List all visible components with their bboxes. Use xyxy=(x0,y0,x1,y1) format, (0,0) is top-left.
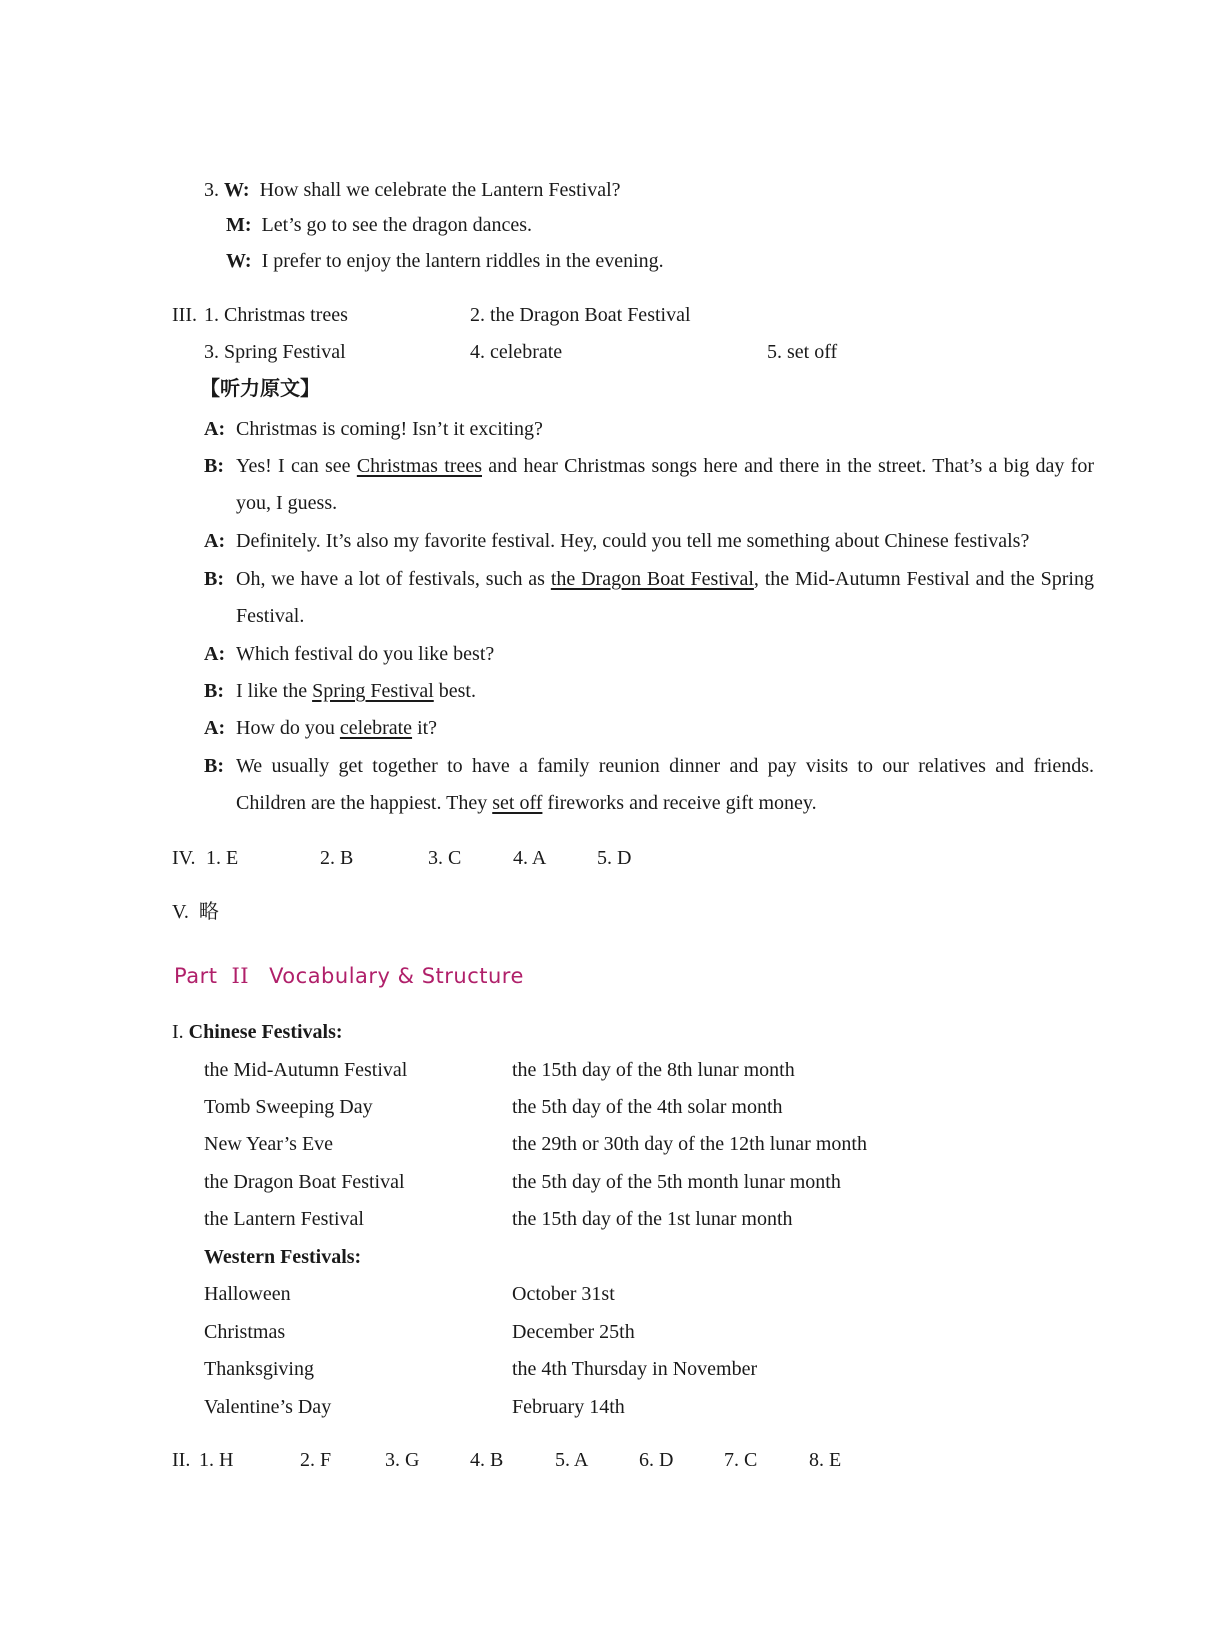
festival-date: the 5th day of the 5th month lunar month xyxy=(512,1171,841,1193)
section-3-answer: 2. the Dragon Boat Festival xyxy=(470,304,691,326)
section-3-answer: 3. Spring Festival xyxy=(204,341,346,363)
section-4-answer: 3. C xyxy=(428,847,462,869)
section-5-text: 略 xyxy=(198,899,219,923)
dialogue-text: I prefer to enjoy the lantern riddles in the evening. xyxy=(261,250,664,272)
chinese-festivals-title: Chinese Festivals: xyxy=(188,1021,343,1043)
speaker-label: B: xyxy=(204,568,224,590)
western-festivals-title: Western Festivals: xyxy=(204,1246,362,1268)
section-4-label: IV. xyxy=(172,847,196,869)
dialogue-text: We usually get together to have a family reunion dinner and pay visits to our relatives and friends. Children are the happiest. They set off fireworks and receive gift money. xyxy=(236,755,1094,814)
dialogue-line xyxy=(204,748,1094,822)
festival-date: the 5th day of the 4th solar month xyxy=(512,1096,783,1118)
speaker-label: M: xyxy=(226,214,252,236)
dialogue-text: Which festival do you like best? xyxy=(236,643,495,665)
dialogue-line xyxy=(204,523,1094,560)
dialogue-line xyxy=(204,448,1094,522)
dialogue-text: How shall we celebrate the Lantern Festival? xyxy=(259,179,621,201)
section-2-answer: 7. C xyxy=(724,1449,758,1471)
listening-item-3-line-1 xyxy=(204,177,621,203)
section-2-answer: 1. H xyxy=(199,1449,234,1471)
section-5 xyxy=(172,898,219,925)
section-2-answer: 6. D xyxy=(639,1449,674,1471)
festival-date: February 14th xyxy=(512,1396,625,1418)
answer-underline: celebrate xyxy=(339,717,413,739)
dialogue-text: Christmas is coming! Isn’t it exciting? xyxy=(236,418,543,440)
speaker-label: A: xyxy=(204,717,226,739)
dialogue-text: I like the Spring Festival best. xyxy=(236,680,476,702)
part-title: Vocabulary & Structure xyxy=(269,964,524,988)
vocab-section-title xyxy=(172,1019,343,1045)
festival-name: the Dragon Boat Festival xyxy=(204,1171,405,1193)
answer-underline: Christmas trees xyxy=(356,455,482,477)
section-3-answer: 4. celebrate xyxy=(470,341,563,363)
section-4-answer: 4. A xyxy=(513,847,547,869)
festival-name: Thanksgiving xyxy=(204,1358,314,1380)
festival-date: the 29th or 30th day of the 12th lunar month xyxy=(512,1133,867,1155)
section-2-answer: 8. E xyxy=(809,1449,842,1471)
festival-date: December 25th xyxy=(512,1321,635,1343)
section-2-answer: 5. A xyxy=(555,1449,589,1471)
section-4-answer: 2. B xyxy=(320,847,354,869)
section-2-answer: 4. B xyxy=(470,1449,504,1471)
dialogue-text: Definitely. It’s also my favorite festival. Hey, could you tell me something about Chinese festivals? xyxy=(236,530,1030,552)
dialogue-text: Yes! I can see Christmas trees and hear Christmas songs here and there in the street. That’s a big day for you, I guess. xyxy=(236,455,1095,514)
festival-name: New Year’s Eve xyxy=(204,1133,334,1155)
speaker-label: A: xyxy=(204,530,226,552)
festival-date: October 31st xyxy=(512,1283,615,1305)
section-3-answer: 1. Christmas trees xyxy=(204,304,348,326)
speaker-label: B: xyxy=(204,755,224,777)
festival-name: Christmas xyxy=(204,1321,286,1343)
section-5-label: V. xyxy=(172,901,189,923)
festival-name: Valentine’s Day xyxy=(204,1396,332,1418)
listening-item-3-line-2 xyxy=(226,212,532,238)
part-2-heading xyxy=(174,962,524,990)
speaker-label: B: xyxy=(204,680,224,702)
speaker-label: W: xyxy=(224,179,250,201)
part-number: II xyxy=(231,964,250,988)
speaker-label: B: xyxy=(204,455,224,477)
section-3-label: III. xyxy=(172,304,197,326)
answer-underline: set off xyxy=(492,792,543,814)
section-2-label: II. xyxy=(172,1449,191,1471)
festival-name: the Mid-Autumn Festival xyxy=(204,1059,408,1081)
section-2-answer: 2. F xyxy=(300,1449,332,1471)
dialogue-text: Oh, we have a lot of festivals, such as the Dragon Boat Festival, the Mid-Autumn Festival and the Spring Festival. xyxy=(236,568,1094,627)
vocab-label: I. xyxy=(172,1021,184,1043)
speaker-label: W: xyxy=(226,250,252,272)
festival-date: the 15th day of the 1st lunar month xyxy=(512,1208,793,1230)
item-number: 3. xyxy=(204,179,219,201)
section-4-answer: 5. D xyxy=(597,847,632,869)
answer-underline: Spring Festival xyxy=(312,680,434,702)
speaker-label: A: xyxy=(204,643,226,665)
dialogue-line xyxy=(204,636,1094,673)
dialogue-line xyxy=(204,673,1094,710)
answer-underline: the Dragon Boat Festival xyxy=(550,568,754,590)
dialogue-text: Let’s go to see the dragon dances. xyxy=(261,214,533,236)
festival-date: the 15th day of the 8th lunar month xyxy=(512,1059,795,1081)
section-2-answer: 3. G xyxy=(385,1449,420,1471)
script-title: 【听力原文】 xyxy=(200,376,320,400)
speaker-label: A: xyxy=(204,418,226,440)
part-word: Part xyxy=(174,964,218,988)
dialogue-line xyxy=(204,561,1094,635)
festival-name: the Lantern Festival xyxy=(204,1208,364,1230)
section-4-answer: 1. E xyxy=(206,847,239,869)
listening-item-3-line-3 xyxy=(226,248,664,274)
section-3-answer: 5. set off xyxy=(767,341,838,363)
festival-name: Tomb Sweeping Day xyxy=(204,1096,373,1118)
festival-date: the 4th Thursday in November xyxy=(512,1358,758,1380)
dialogue-line xyxy=(204,710,1094,747)
dialogue-line xyxy=(204,411,1094,448)
festival-name: Halloween xyxy=(204,1283,291,1305)
dialogue-text: How do you celebrate it? xyxy=(236,717,438,739)
